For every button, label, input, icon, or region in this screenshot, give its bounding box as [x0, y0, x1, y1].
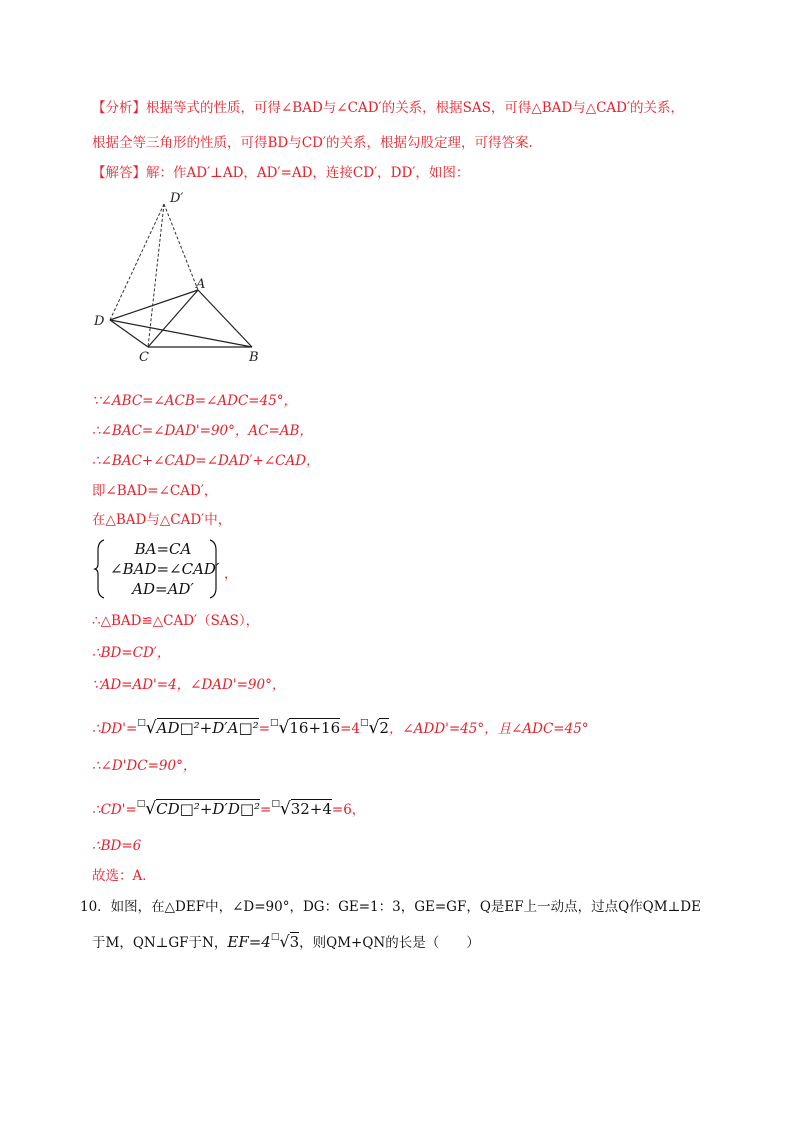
radical-sign: √ [368, 718, 380, 738]
step-9-result: =4 [340, 721, 361, 737]
segment-ad-prime [164, 204, 198, 290]
step-11 [92, 794, 365, 820]
system-row-3: AD=AD′ [132, 580, 194, 598]
radical-index-mark: □ [271, 799, 280, 809]
step-1: ∵∠ABC=∠ACB=∠ADC=45°， [92, 393, 298, 409]
system-row-1: BA=CA [134, 540, 192, 558]
step-12: ∴BD=6 [92, 838, 142, 854]
step-10: ∴∠D'DC=90°， [92, 758, 197, 774]
step-8: ∵AD=AD'=4，∠DAD'=90°， [92, 677, 286, 693]
radical-index-mark: □ [137, 718, 146, 728]
step-7: ∴BD=CD′， [92, 645, 171, 661]
label-d-prime: D′ [170, 191, 184, 206]
question-line-2 [92, 927, 480, 953]
step-11-tail: =6， [331, 802, 366, 818]
segment-dd-prime [110, 204, 164, 320]
step-11-eq: = [260, 802, 272, 818]
step-3: ∴∠BAC+∠CAD=∠DAD′+∠CAD， [92, 453, 320, 469]
radical-sign: √ [278, 718, 290, 738]
radical-index-mark: □ [360, 718, 369, 728]
step-9-lead: ∴DD'= [92, 721, 138, 737]
step-11-radicand-2: 32+4 [290, 800, 332, 818]
label-c: C [139, 350, 149, 363]
segment-cd-prime [148, 204, 164, 347]
question-ef: EF=4 [227, 933, 271, 951]
step-5: 在△BAD与△CAD′中， [92, 512, 232, 528]
solution-intro: 【解答】解：作AD′⊥AD，AD′=AD，连接CD′，DD′，如图： [92, 165, 470, 181]
step-2: ∴∠BAC=∠DAD'=90°，AC=AB， [92, 423, 313, 439]
step-9-radicand-3: 2 [379, 719, 389, 737]
radical-index-mark: □ [270, 932, 280, 942]
congruence-system [92, 538, 238, 600]
question-line-1: 10．如图，在△DEF中，∠D=90°，DG：GE=1：3，GE=GF，Q是EF上一动点，过点Q作QM⊥DE [80, 899, 701, 915]
label-b: B [249, 350, 259, 363]
analysis-line-1: 【分析】根据等式的性质，可得∠BAD与∠CAD′的关系，根据SAS，可得△BAD与△CAD′的关系， [92, 100, 685, 116]
step-9-eq: = [258, 721, 271, 737]
label-d: D [94, 314, 105, 329]
geometry-figure [92, 188, 272, 363]
step-9-radicand-2: 16+16 [289, 719, 341, 737]
step-11-radicand: CD□²+D′D□² [156, 800, 261, 818]
radical-index-mark: □ [270, 718, 279, 728]
radical-sign: √ [279, 932, 290, 951]
radical-sign: √ [279, 799, 291, 819]
step-11-lead: ∴CD'= [92, 802, 137, 818]
system-row-2: ∠BAD=∠CAD′ [110, 560, 220, 578]
label-a: A [196, 277, 206, 292]
step-9 [92, 713, 589, 739]
step-4: 即∠BAD=∠CAD′， [92, 483, 218, 499]
analysis-line-2: 根据全等三角形的性质，可得BD与CD′的关系，根据勾股定理，可得答案. [92, 135, 533, 151]
radical-sign: √ [145, 799, 157, 819]
question-radicand: 3 [289, 933, 300, 951]
step-6: ∴△BAD≌△CAD′（SAS）， [92, 613, 260, 629]
step-13: 故选：A． [92, 868, 156, 884]
question-line-2c: ，则QM+QN的长是（ ） [299, 935, 480, 951]
radical-index-mark: □ [136, 799, 146, 809]
question-line-2a: 于M，QN⊥GF于N， [92, 935, 228, 951]
step-9-tail: ，∠ADD'=45°，且∠ADC=45° [388, 721, 589, 737]
step-9-radicand: AD□²+D′A□² [156, 719, 259, 737]
system-tail: ， [224, 566, 238, 582]
radical-sign: √ [145, 718, 157, 738]
